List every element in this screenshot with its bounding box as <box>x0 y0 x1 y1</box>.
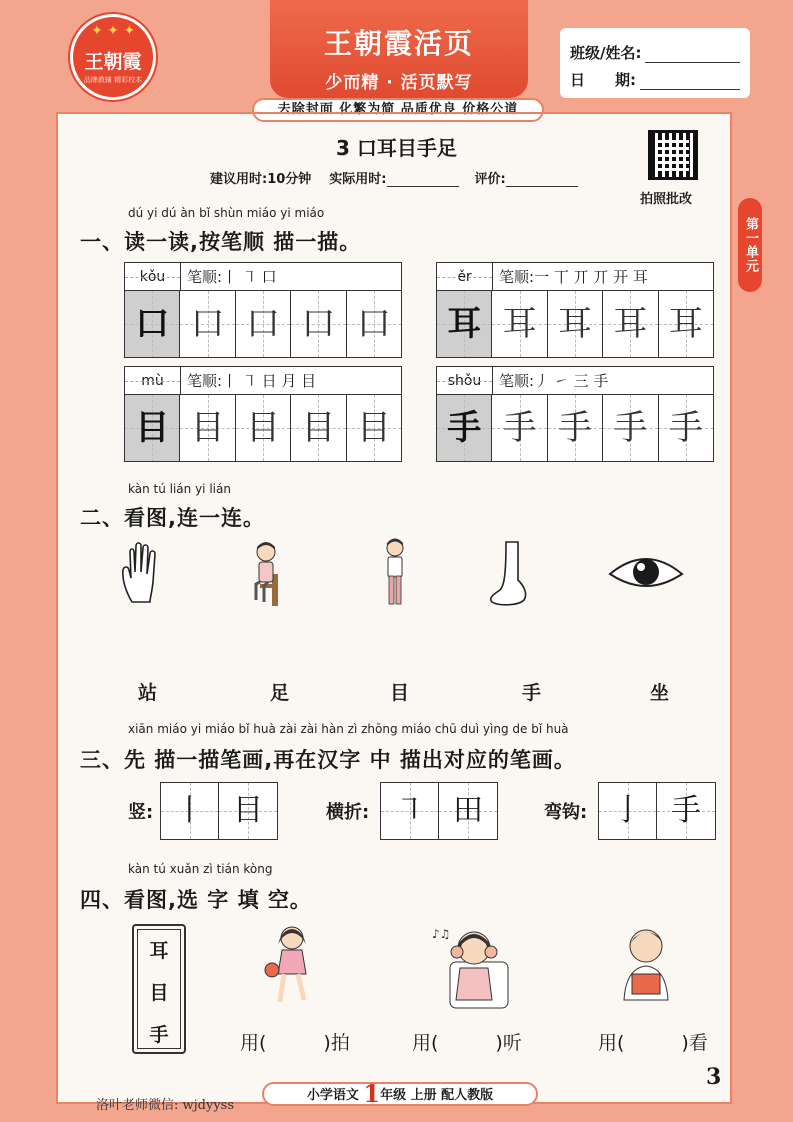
trace-cell[interactable]: 手 <box>548 395 603 461</box>
choice-ear[interactable]: 耳 <box>149 940 169 962</box>
trace-cell[interactable]: 手 <box>603 395 658 461</box>
footer-grade-number: 1 <box>363 1079 381 1108</box>
stroke-order: 一 丅 丌 丌 开 耳 <box>534 268 648 286</box>
unit-tab: 第一单元 <box>738 198 762 292</box>
trace-cell[interactable]: 耳 <box>659 291 713 357</box>
stroke-block-er <box>436 262 714 358</box>
pinyin-label: ěr <box>437 263 493 290</box>
char-cell[interactable]: 田 <box>439 783 497 839</box>
stroke-label-horizontal-turn: 横折: <box>326 802 370 823</box>
model-char-cell: 目 <box>125 395 180 461</box>
stroke-cell[interactable]: ㇕ <box>381 783 439 839</box>
qr-label: 拍照批改 <box>640 192 693 207</box>
logo-subtext: 品牌教辅 精彩校本 <box>83 76 143 84</box>
section2-pinyin: kàn tú lián yi lián <box>128 482 231 496</box>
trace-box-bent-hook <box>598 782 716 840</box>
pinyin-label: kǒu <box>125 263 181 290</box>
wechat-watermark: 洛叶老师微信: wjdyyss <box>96 1098 235 1113</box>
model-char-cell: 耳 <box>437 291 492 357</box>
stroke-block-kou <box>124 262 402 358</box>
stroke-order-label: 笔顺: <box>499 268 535 286</box>
girl-ball-icon <box>262 922 318 1010</box>
stroke-order-label: 笔顺: <box>187 268 223 286</box>
fill-blank-clap[interactable]: 用( )拍 <box>240 1032 350 1054</box>
trace-cell[interactable]: 目 <box>236 395 291 461</box>
section1-heading: 一、读一读,按笔顺 描一描。 <box>80 230 362 254</box>
stroke-label-bent-hook: 弯钩: <box>544 802 588 823</box>
date-label: 日 期: <box>570 71 636 89</box>
stroke-order: 丨 ㇕ 口 <box>222 268 277 286</box>
trace-cell[interactable]: 目 <box>347 395 401 461</box>
suggested-time: 建议用时:10分钟 <box>210 172 312 187</box>
pinyin-label: shǒu <box>437 367 493 394</box>
fill-blank-look[interactable]: 用( )看 <box>598 1032 708 1054</box>
stroke-block-shou <box>436 366 714 462</box>
trace-cell[interactable]: 口 <box>347 291 401 357</box>
page-number: 3 <box>706 1064 722 1090</box>
sitting-child-icon <box>248 540 288 608</box>
section3-pinyin: xiān miáo yi miáo bǐ huà zài zài hàn zì zhōng miáo chū duì yìng de bǐ huà <box>128 722 569 736</box>
trace-cell[interactable]: 手 <box>492 395 547 461</box>
eye-icon <box>606 550 686 594</box>
stroke-label-vertical: 竖: <box>128 802 154 823</box>
trace-cell[interactable]: 口 <box>236 291 291 357</box>
qr-code-icon[interactable] <box>648 130 698 180</box>
trace-cell[interactable]: 手 <box>659 395 713 461</box>
stroke-order: 丿 ㇀ 三 手 <box>534 372 609 390</box>
trace-cell[interactable]: 目 <box>180 395 235 461</box>
banner-subtitle: 少而精 · 活页默写 <box>325 73 473 93</box>
trace-box-horizontal-turn <box>380 782 498 840</box>
boy-reading-icon <box>610 922 680 1002</box>
stroke-order-label: 笔顺: <box>187 372 223 390</box>
section1-pinyin: dú yi dú àn bǐ shùn miáo yi miáo <box>128 206 325 220</box>
logo-text: 王朝霞 <box>84 51 142 73</box>
crown-icon: ✦ ✦ ✦ <box>90 23 136 39</box>
rating-label: 评价: <box>474 172 506 187</box>
svg-text:♪♫: ♪♫ <box>432 927 451 941</box>
match-word-sit[interactable]: 坐 <box>650 682 670 704</box>
section4-pinyin: kàn tú xuǎn zì tián kòng <box>128 862 273 876</box>
match-word-foot[interactable]: 足 <box>270 682 290 704</box>
actual-time-field[interactable] <box>387 173 459 187</box>
trace-cell[interactable]: 口 <box>180 291 235 357</box>
girl-headphones-icon <box>430 922 514 1010</box>
trace-cell[interactable]: 目 <box>291 395 346 461</box>
class-name-label: 班级/姓名: <box>570 44 642 62</box>
stroke-order-label: 笔顺: <box>499 372 535 390</box>
trace-box-vertical <box>160 782 278 840</box>
slogan-pill: 去除封面 化繁为简 品质优良 价格公道 <box>252 98 544 122</box>
char-cell[interactable]: 目 <box>219 783 277 839</box>
section4-heading: 四、看图,选 字 填 空。 <box>80 888 312 912</box>
stroke-order: 丨 ㇕ 日 月 目 <box>222 372 317 390</box>
standing-child-icon <box>380 538 410 608</box>
stroke-block-mu <box>124 366 402 462</box>
student-info-box <box>560 28 750 98</box>
trace-cell[interactable]: 耳 <box>603 291 658 357</box>
brand-logo <box>70 14 156 100</box>
footer-subject: 小学语文 <box>306 1088 359 1103</box>
word-choice-box <box>132 924 186 1054</box>
footer-pill <box>262 1079 538 1108</box>
title-banner <box>270 0 528 98</box>
section2-heading: 二、看图,连一连。 <box>80 506 265 530</box>
char-cell[interactable]: 手 <box>657 783 715 839</box>
trace-cell[interactable]: 耳 <box>548 291 603 357</box>
choice-hand[interactable]: 手 <box>149 1024 169 1046</box>
time-row <box>210 168 578 187</box>
choice-eye[interactable]: 目 <box>149 982 169 1004</box>
date-field[interactable] <box>640 74 740 90</box>
banner-title: 王朝霞活页 <box>323 27 474 60</box>
match-word-stand[interactable]: 站 <box>138 682 158 704</box>
stroke-cell[interactable]: 丨 <box>161 783 219 839</box>
hand-icon <box>120 540 166 606</box>
rating-field[interactable] <box>506 173 578 187</box>
stroke-cell[interactable]: 亅 <box>599 783 657 839</box>
match-word-hand[interactable]: 手 <box>522 682 542 704</box>
trace-cell[interactable]: 耳 <box>492 291 547 357</box>
pinyin-label: mù <box>125 367 181 394</box>
fill-blank-listen[interactable]: 用( )听 <box>412 1032 522 1054</box>
model-char-cell: 口 <box>125 291 180 357</box>
lesson-title: 3 口耳目手足 <box>336 136 457 160</box>
trace-cell[interactable]: 口 <box>291 291 346 357</box>
foot-icon <box>488 540 534 606</box>
model-char-cell: 手 <box>437 395 492 461</box>
actual-time-label: 实际用时: <box>329 172 387 187</box>
section3-heading: 三、先 描一描笔画,再在汉字 中 描出对应的笔画。 <box>80 748 576 772</box>
match-word-eye[interactable]: 目 <box>390 682 410 704</box>
footer-grade-text: 年级 上册 配人教版 <box>380 1088 494 1103</box>
class-name-field[interactable] <box>645 47 740 63</box>
